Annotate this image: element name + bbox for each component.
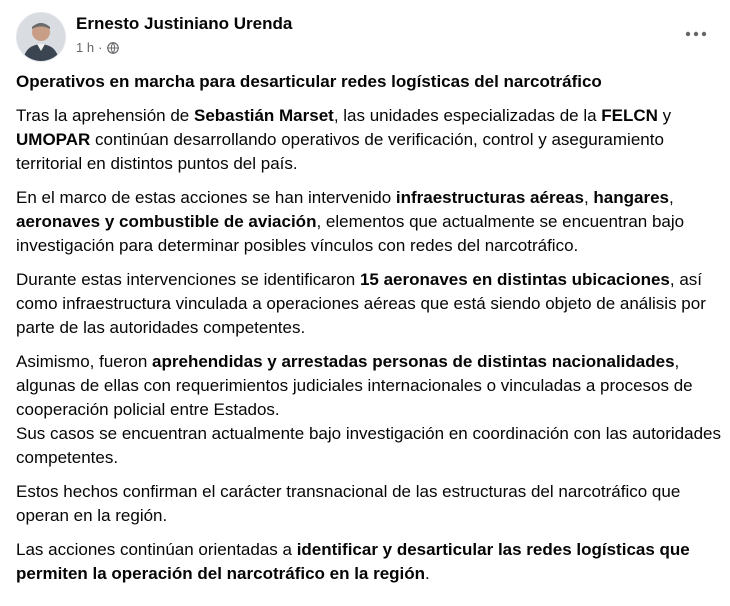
paragraph-3: Durante estas intervenciones se identificaron 15 aeronaves en distintas ubicaciones, así como infraestructura vinculada a operaciones aéreas que está siendo objeto de análisis por parte de las autoridades competentes. — [16, 270, 706, 337]
avatar[interactable] — [16, 12, 66, 62]
paragraph-4: Asimismo, fueron aprehendidas y arrestadas personas de distintas nacionalidades, algunas de ellas con requerimientos judiciales internacionales o vinculadas a procesos de cooperación policial entre Estados. Sus casos se encuentran actualmente bajo investigación en coordinación con las autoridades competentes. — [16, 352, 722, 467]
post-time[interactable]: 1 h — [76, 40, 95, 55]
paragraph-5: Estos hechos confirman el carácter transnacional de las estructuras del narcotráfico que operan en la región. — [16, 482, 681, 525]
post-body — [16, 70, 724, 596]
globe-icon[interactable] — [106, 41, 120, 55]
post-header — [16, 12, 714, 62]
meta-separator: · — [98, 40, 103, 55]
post-meta — [76, 40, 120, 55]
avatar-image — [17, 13, 65, 61]
paragraph-6: Las acciones continúan orientadas a identificar y desarticular las redes logísticas que permiten la operación del narcotráfico en la región. — [16, 540, 690, 583]
post-title: Operativos en marcha para desarticular redes logísticas del narcotráfico — [16, 72, 602, 91]
paragraph-1: Tras la aprehensión de Sebastián Marset, las unidades especializadas de la FELCN y UMOPAR continúan desarrollando operativos de verificación, control y aseguramiento territorial en distintos puntos del país. — [16, 106, 672, 173]
paragraph-2: En el marco de estas acciones se han intervenido infraestructuras aéreas, hangares, aeronaves y combustible de aviación, elementos que actualmente se encuentran bajo investigación para determinar posibles vínculos con redes del narcotráfico. — [16, 188, 685, 255]
author-name[interactable]: Ernesto Justiniano Urenda — [76, 14, 293, 33]
more-options-button[interactable] — [678, 16, 714, 52]
ellipsis-icon — [685, 31, 707, 37]
